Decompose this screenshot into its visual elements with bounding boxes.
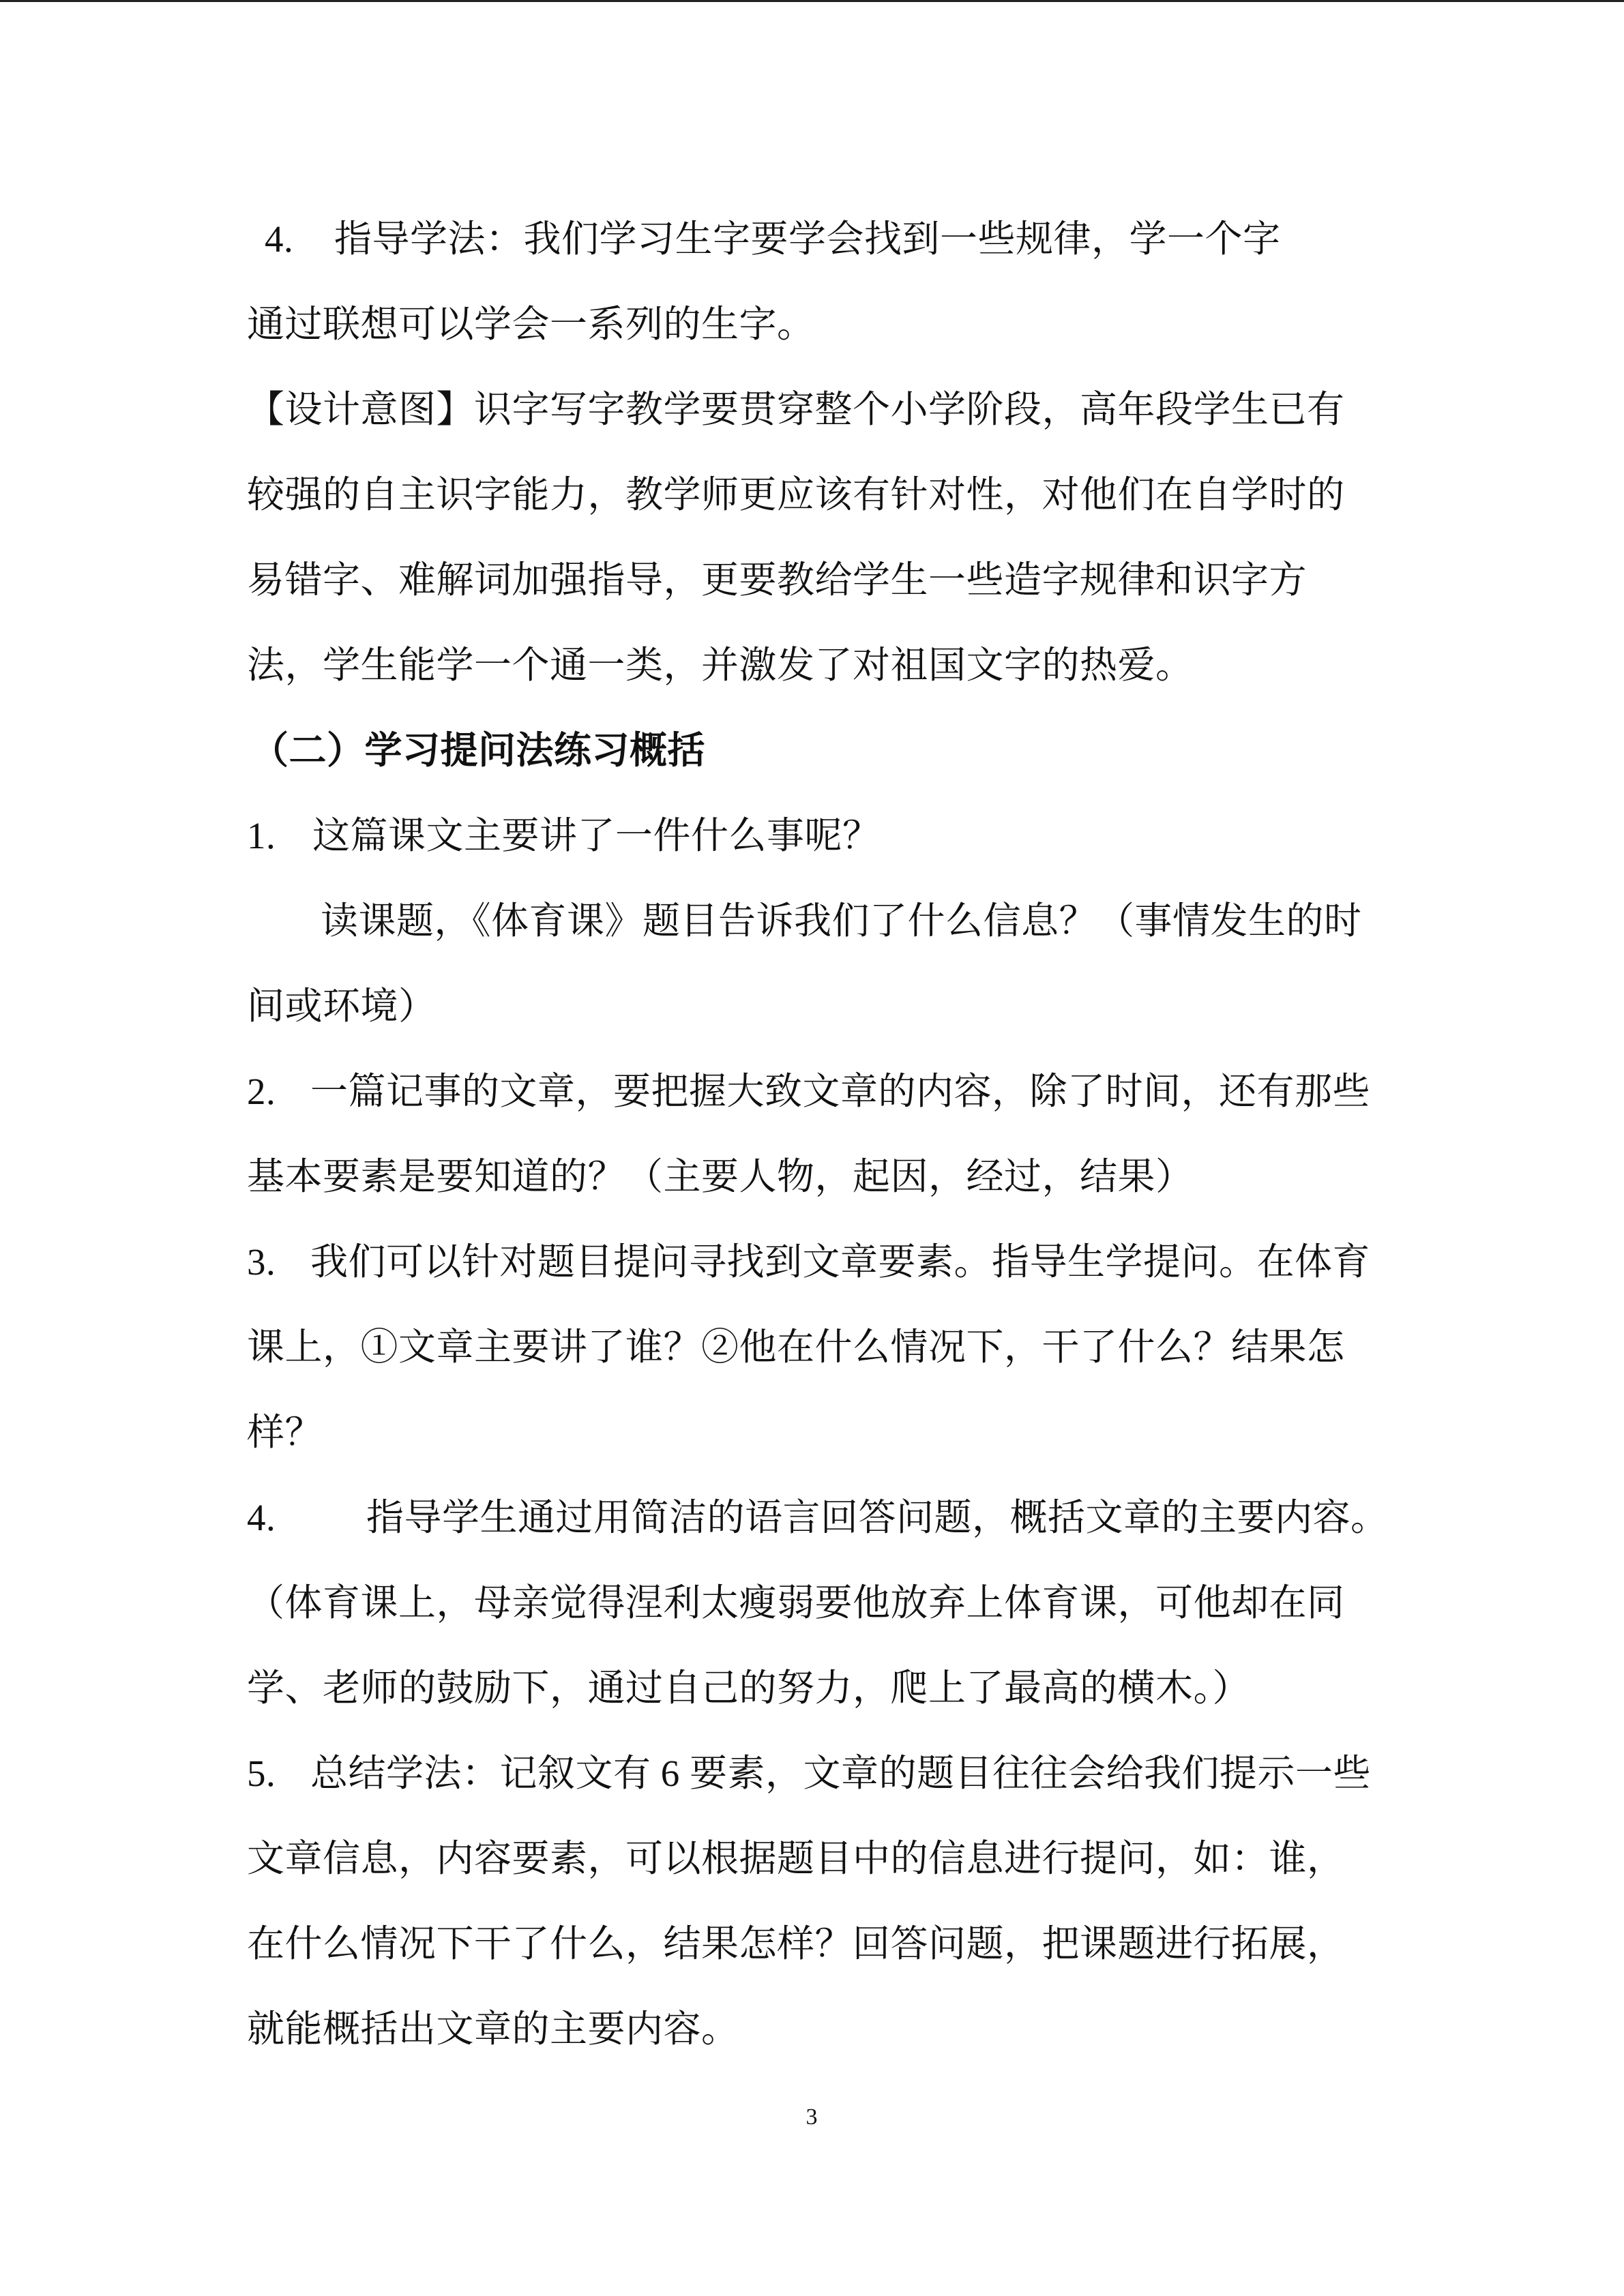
paragraph-line: 法，学生能学一个通一类，并激发了对祖国文字的热爱。 bbox=[247, 644, 1194, 686]
paragraph-line: 就能概括出文章的主要内容。 bbox=[247, 2008, 739, 2050]
page-number: 3 bbox=[806, 2104, 818, 2130]
paragraph-text: 一篇记事的文章，要把握大致文章的内容，除了时间，还有那些 bbox=[310, 1071, 1371, 1112]
paragraph-line: 易错字、难解词加强指导，更要教给学生一些造字规律和识字方 bbox=[247, 559, 1308, 601]
paragraph-text: 总结学法：记叙文有 6 要素，文章的题目往往会给我们提示一些 bbox=[310, 1753, 1372, 1794]
list-item-line bbox=[247, 1494, 1393, 1542]
paragraph-text: 我们可以针对题目提问寻找到文章要素。指导生学提问。在体育 bbox=[310, 1241, 1371, 1283]
paragraph-text: 这篇课文主要讲了一件什么事呢？ bbox=[312, 815, 881, 856]
paragraph-text: 指导学法：我们学习生字要学会找到一些规律，学一个字 bbox=[334, 218, 1281, 260]
paragraph-line: 样？ bbox=[247, 1412, 323, 1453]
paragraph-line: 文章信息，内容要素，可以根据题目中的信息进行提问，如：谁， bbox=[247, 1838, 1345, 1879]
list-marker: 4. bbox=[265, 218, 294, 260]
list-item-line bbox=[247, 1238, 1393, 1286]
paragraph-line: 间或环境） bbox=[247, 985, 437, 1027]
paragraph-line: （体育课上，母亲觉得涅利太瘦弱要他放弃上体育课，可他却在同 bbox=[247, 1582, 1345, 1624]
page-top-border bbox=[0, 0, 1624, 2]
paragraph-line: 读课题，《体育课》题目告诉我们了什么信息？（事情发生的时 bbox=[321, 900, 1362, 942]
list-item-line bbox=[265, 215, 1411, 263]
paragraph-line: 课上，①文章主要讲了谁？②他在什么情况下，干了什么？结果怎 bbox=[247, 1326, 1345, 1368]
paragraph-text: 指导学生通过用简洁的语言回答问题，概括文章的主要内容。 bbox=[366, 1497, 1389, 1538]
list-marker: 5. bbox=[247, 1753, 276, 1794]
list-item-line bbox=[247, 1068, 1393, 1116]
paragraph-line: 通过联想可以学会一系列的生字。 bbox=[247, 303, 815, 345]
list-marker: 3. bbox=[247, 1241, 276, 1283]
paragraph-line: 较强的自主识字能力，教学师更应该有针对性，对他们在自学时的 bbox=[247, 474, 1345, 516]
list-marker: 1. bbox=[247, 815, 276, 856]
list-item-line bbox=[247, 1750, 1393, 1798]
paragraph-line: 基本要素是要知道的？（主要人物，起因，经过，结果） bbox=[247, 1156, 1194, 1197]
list-marker: 4. bbox=[247, 1497, 276, 1538]
list-marker: 2. bbox=[247, 1071, 276, 1112]
paragraph-line: 【设计意图】识字写字教学要贯穿整个小学阶段，高年段学生已有 bbox=[247, 389, 1345, 430]
section-heading: （二）学习提问法练习概括 bbox=[251, 730, 706, 771]
paragraph-line: 学、老师的鼓励下，通过自己的努力，爬上了最高的横木。） bbox=[247, 1667, 1251, 1709]
list-item-line bbox=[247, 812, 1393, 860]
paragraph-line: 在什么情况下干了什么，结果怎样？回答问题，把课题进行拓展， bbox=[247, 1923, 1345, 1965]
